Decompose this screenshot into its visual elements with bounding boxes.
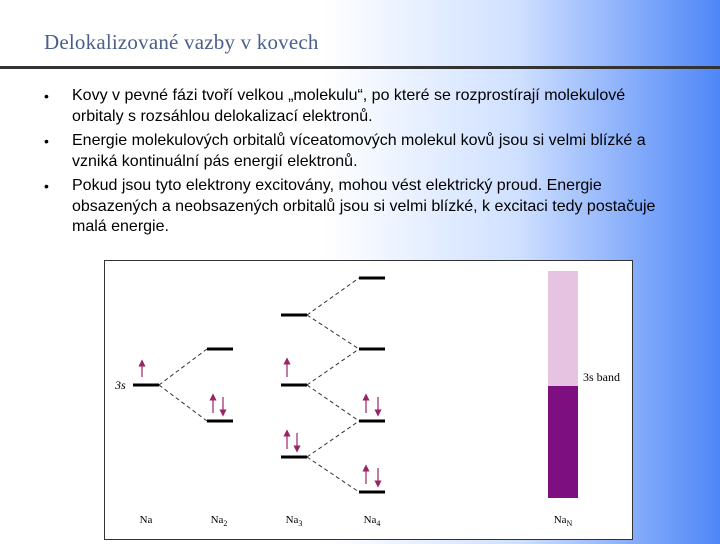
bullet-icon: • — [44, 178, 49, 194]
bullet-text: Pokud jsou tyto elektrony excitovány, mohou vést elektrický proud. Energie obsazených a neobsazených orbitalů jsou si velmi blízké, k excitaci tedy postačuje malá energie. — [72, 177, 656, 235]
bullet-icon: • — [44, 88, 49, 104]
column-label: $Na_4$ — [363, 514, 381, 528]
mo-diagram — [104, 260, 633, 540]
bullet-text: Kovy v pevné fázi tvoří velkou „molekulu“, po které se rozprostírají molekulové orbitaly s rozsáhlou delokalizací elektronů. — [72, 87, 626, 125]
title-divider — [0, 66, 720, 69]
bullet-list — [40, 86, 680, 242]
band-empty-region — [548, 271, 578, 386]
mo-diagram-svg — [105, 261, 632, 539]
connector-lines — [159, 278, 359, 492]
orbital-label: 3s — [115, 378, 126, 392]
bullet-text: Energie molekulových orbitalů víceatomových molekul kovů jsou si velmi blízké a vzniká kontinuální pás energií elektronů. — [72, 132, 646, 170]
bullet-icon: • — [44, 133, 49, 149]
bullet-item — [40, 176, 680, 238]
column-label: $Na_3$ — [285, 514, 303, 528]
band-filled-region — [548, 386, 578, 498]
column-label: $Na_N$ — [553, 514, 573, 528]
slide-title: Delokalizované vazby v kovech — [44, 30, 319, 54]
column-label: Na — [139, 514, 153, 526]
bullet-item — [40, 86, 680, 127]
column-label: $Na_2$ — [210, 514, 228, 528]
band-label: 3s band — [583, 370, 620, 384]
bullet-item — [40, 131, 680, 172]
